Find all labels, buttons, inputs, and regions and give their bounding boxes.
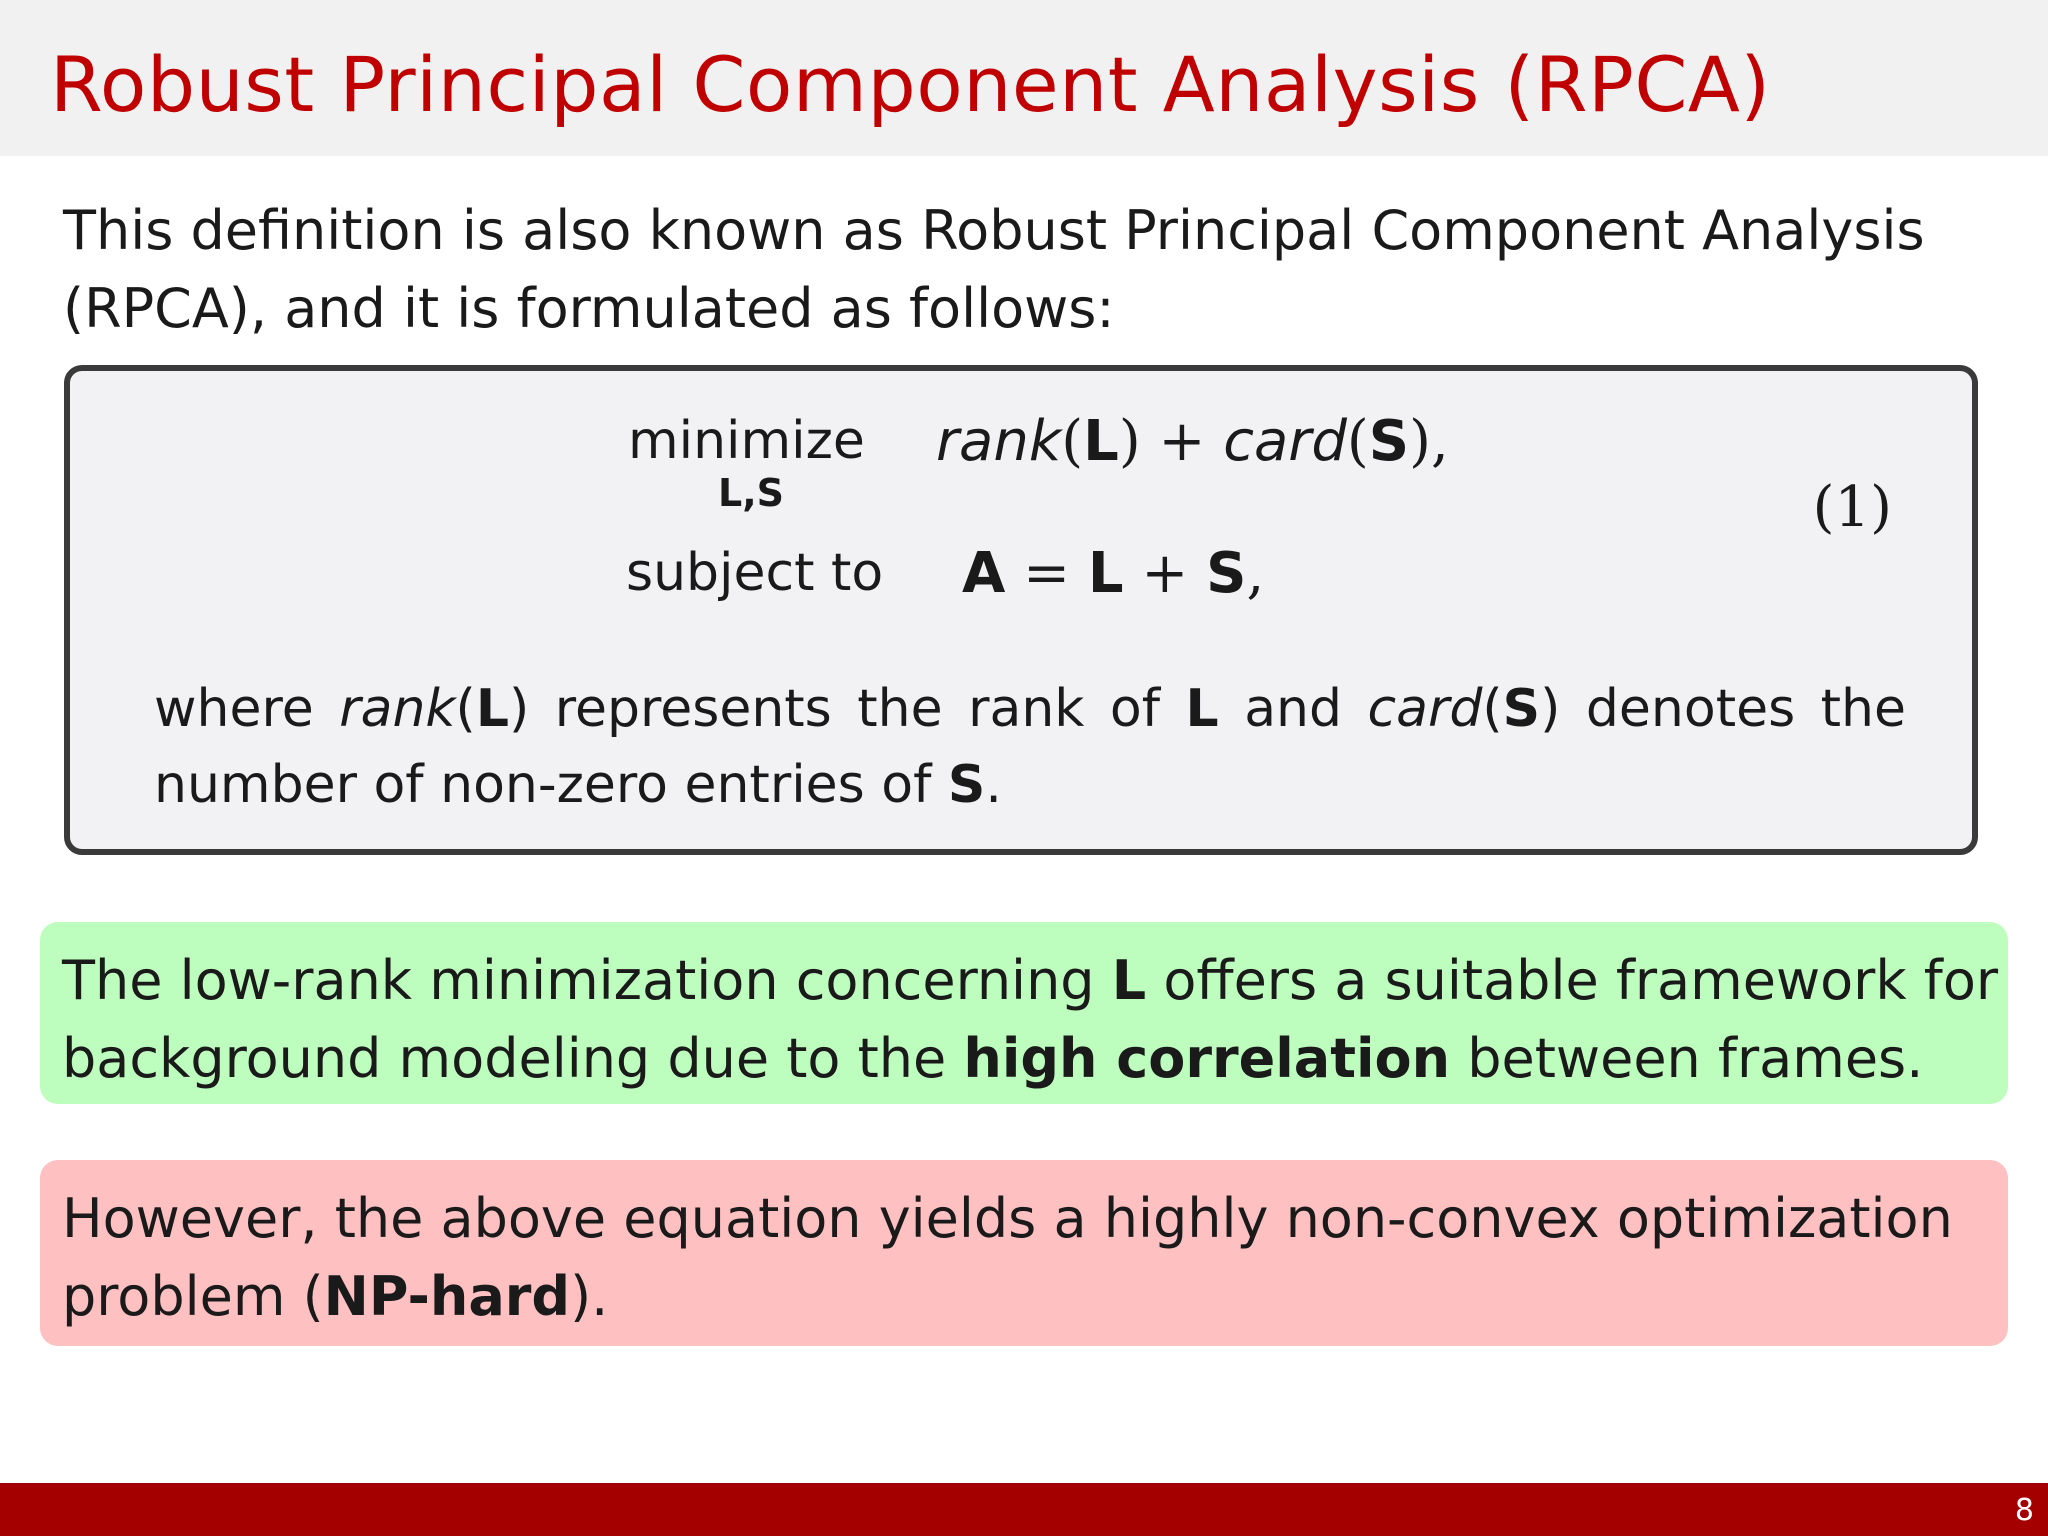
title-bar [0,0,2048,156]
minimize-label: minimize [628,411,865,471]
matrix-L: L [1111,949,1147,1012]
plus-sign: + [1158,409,1206,474]
note-text: offers a suitable framework for [1146,949,1999,1012]
definition-box [64,365,1978,855]
where-paragraph: where rank(L) represents the rank of L and card(S) denotes the number of non-zero entries of S. [154,679,1907,815]
red-note-line-2 [62,1258,1986,1336]
matrix-S: S [947,755,986,815]
intro-paragraph [63,192,1943,348]
footer-bar [0,1483,2048,1536]
slide-title: Robust Principal Component Analysis (RPCA) [50,40,1771,129]
where-text: where [154,679,340,739]
green-note-box [40,922,2008,1104]
matrix-L: L [1083,409,1119,474]
plus-sign: + [1141,541,1189,606]
green-note-line-1 [62,942,1999,1020]
rank-fn: rank [936,409,1062,474]
where-text: . [985,755,1002,815]
equation-block [70,371,1972,611]
matrix-S: S [1502,679,1541,739]
intro-line-2: (RPCA), and it is formulated as follows: [63,277,1115,340]
minimize-subscript: L,S [718,471,785,515]
matrix-L: L [1087,541,1124,606]
note-text: background modeling due to the [62,1027,964,1090]
constraint-expression: A = L + S, [962,541,1265,606]
red-note-box [40,1160,2008,1346]
matrix-L: L [475,679,509,739]
where-text: and [1218,679,1368,739]
matrix-A: A [962,541,1006,606]
high-correlation-emphasis: high correlation [963,1027,1451,1090]
equals-sign: = [1023,541,1071,606]
green-note-line-2 [62,1020,1986,1098]
card-fn: card [1223,409,1347,474]
red-note-line-1: However, the above equation yields a highly non-convex optimization [62,1187,1953,1250]
objective-expression: rank(L) + card(S), [936,409,1449,474]
where-text: represents the rank of [529,679,1186,739]
note-text: ). [570,1265,609,1328]
np-hard-emphasis: NP-hard [323,1265,571,1328]
note-text: problem ( [62,1265,324,1328]
matrix-S: S [1206,541,1247,606]
where-text: denotes the number of non-zero entries of [154,679,1907,815]
matrix-L: L [1185,679,1219,739]
rank-fn: rank [339,679,456,739]
equation-number: (1) [1812,475,1892,540]
intro-line-1: This definition is also known as Robust Principal Component Analysis [63,199,1925,262]
card-fn: card [1367,679,1483,739]
subject-to-label: subject to [626,543,884,603]
note-text: The low-rank minimization concerning [62,949,1112,1012]
page-number: 8 [2014,1493,2034,1528]
note-text: between frames. [1450,1027,1924,1090]
matrix-S: S [1368,409,1410,474]
